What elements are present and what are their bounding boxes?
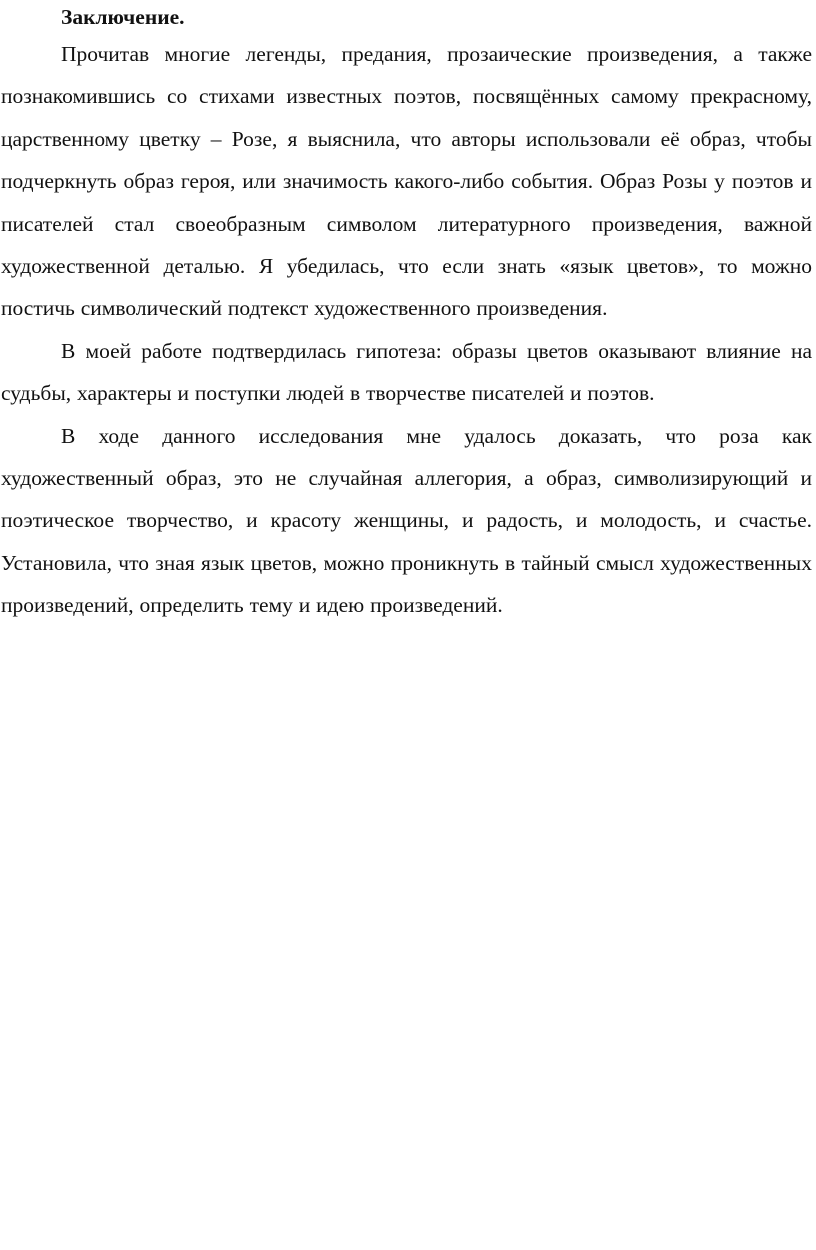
paragraph-1: Прочитав многие легенды, предания, прозаические произведения, а также познакомившись со стихами известных поэтов, посвящённых самому прекрасному, царственному цветку – Розе, я выяснила, что авторы использовали её образ, чтобы подчеркнуть образ героя, или значимость какого-либо события. Образ Розы у поэтов и писателей стал своеобразным символом литературного произведения, важной художественной деталью. Я убедилась, что если знать «язык цветов», то можно постичь символический подтекст художественного произведения. [1, 42, 812, 321]
conclusion-heading: Заключение. [61, 5, 185, 29]
paragraph-2: В моей работе подтвердилась гипотеза: образы цветов оказывают влияние на судьбы, характеры и поступки людей в творчестве писателей и поэтов. [1, 338, 812, 406]
paragraph-3: В ходе данного исследования мне удалось доказать, что роза как художественный образ, это не случайная аллегория, а образ, символизирующий и поэтическое творчество, и красоту женщины, и радость, и молодость, и счастье. Установила, что зная язык цветов, можно проникнуть в тайный смысл художественных произведений, определить тему и идею произведений. [1, 423, 812, 618]
